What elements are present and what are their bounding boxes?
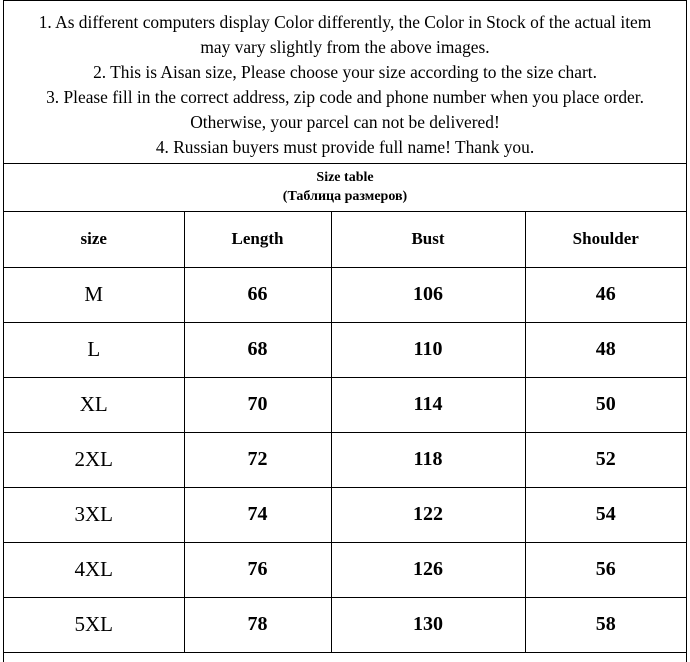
bust-value: 130 — [331, 597, 525, 652]
column-header-size: size — [4, 212, 184, 267]
size-table — [4, 212, 686, 653]
bust-value: 106 — [331, 267, 525, 322]
table-row — [4, 597, 686, 652]
size-table-subheading: (Таблица размеров) — [282, 189, 408, 204]
bust-value: 122 — [331, 487, 525, 542]
table-row — [4, 487, 686, 542]
bust-value: 114 — [331, 377, 525, 432]
size-value: 4XL — [4, 542, 184, 597]
note-line: 3. Please fill in the correct address, zip code and phone number when you place order. — [46, 87, 644, 107]
column-header-bust: Bust — [331, 212, 525, 267]
note-line: 4. Russian buyers must provide full name! Thank you. — [155, 137, 535, 157]
length-value: 76 — [184, 542, 331, 597]
size-table-title — [4, 164, 686, 212]
size-value: XL — [4, 377, 184, 432]
size-chart-document — [3, 0, 687, 662]
table-row — [4, 542, 686, 597]
note-line: Otherwise, your parcel can not be delivered! — [190, 112, 500, 132]
size-value: M — [4, 267, 184, 322]
bust-value: 126 — [331, 542, 525, 597]
table-body — [4, 267, 686, 652]
shoulder-value: 52 — [525, 432, 686, 487]
length-value: 66 — [184, 267, 331, 322]
column-header-shoulder: Shoulder — [525, 212, 686, 267]
shoulder-value: 54 — [525, 487, 686, 542]
shoulder-value: 58 — [525, 597, 686, 652]
length-value: 68 — [184, 322, 331, 377]
size-table-heading: Size table — [316, 170, 374, 185]
size-value: 2XL — [4, 432, 184, 487]
shoulder-value: 46 — [525, 267, 686, 322]
length-value: 72 — [184, 432, 331, 487]
shoulder-value: 48 — [525, 322, 686, 377]
column-header-length: Length — [184, 212, 331, 267]
table-row — [4, 377, 686, 432]
length-value: 74 — [184, 487, 331, 542]
shoulder-value: 56 — [525, 542, 686, 597]
length-value: 70 — [184, 377, 331, 432]
size-value: L — [4, 322, 184, 377]
note-line: 1. As different computers display Color differently, the Color in Stock of the actual item — [38, 12, 652, 32]
note-line: may vary slightly from the above images. — [200, 37, 490, 57]
table-row — [4, 267, 686, 322]
notes-section — [4, 1, 686, 164]
table-row — [4, 322, 686, 377]
shoulder-value: 50 — [525, 377, 686, 432]
note-line: 2. This is Aisan size, Please choose your size according to the size chart. — [93, 62, 597, 82]
bust-value: 110 — [331, 322, 525, 377]
table-header-row — [4, 212, 686, 267]
table-row — [4, 432, 686, 487]
bust-value: 118 — [331, 432, 525, 487]
size-value: 5XL — [4, 597, 184, 652]
length-value: 78 — [184, 597, 331, 652]
size-value: 3XL — [4, 487, 184, 542]
